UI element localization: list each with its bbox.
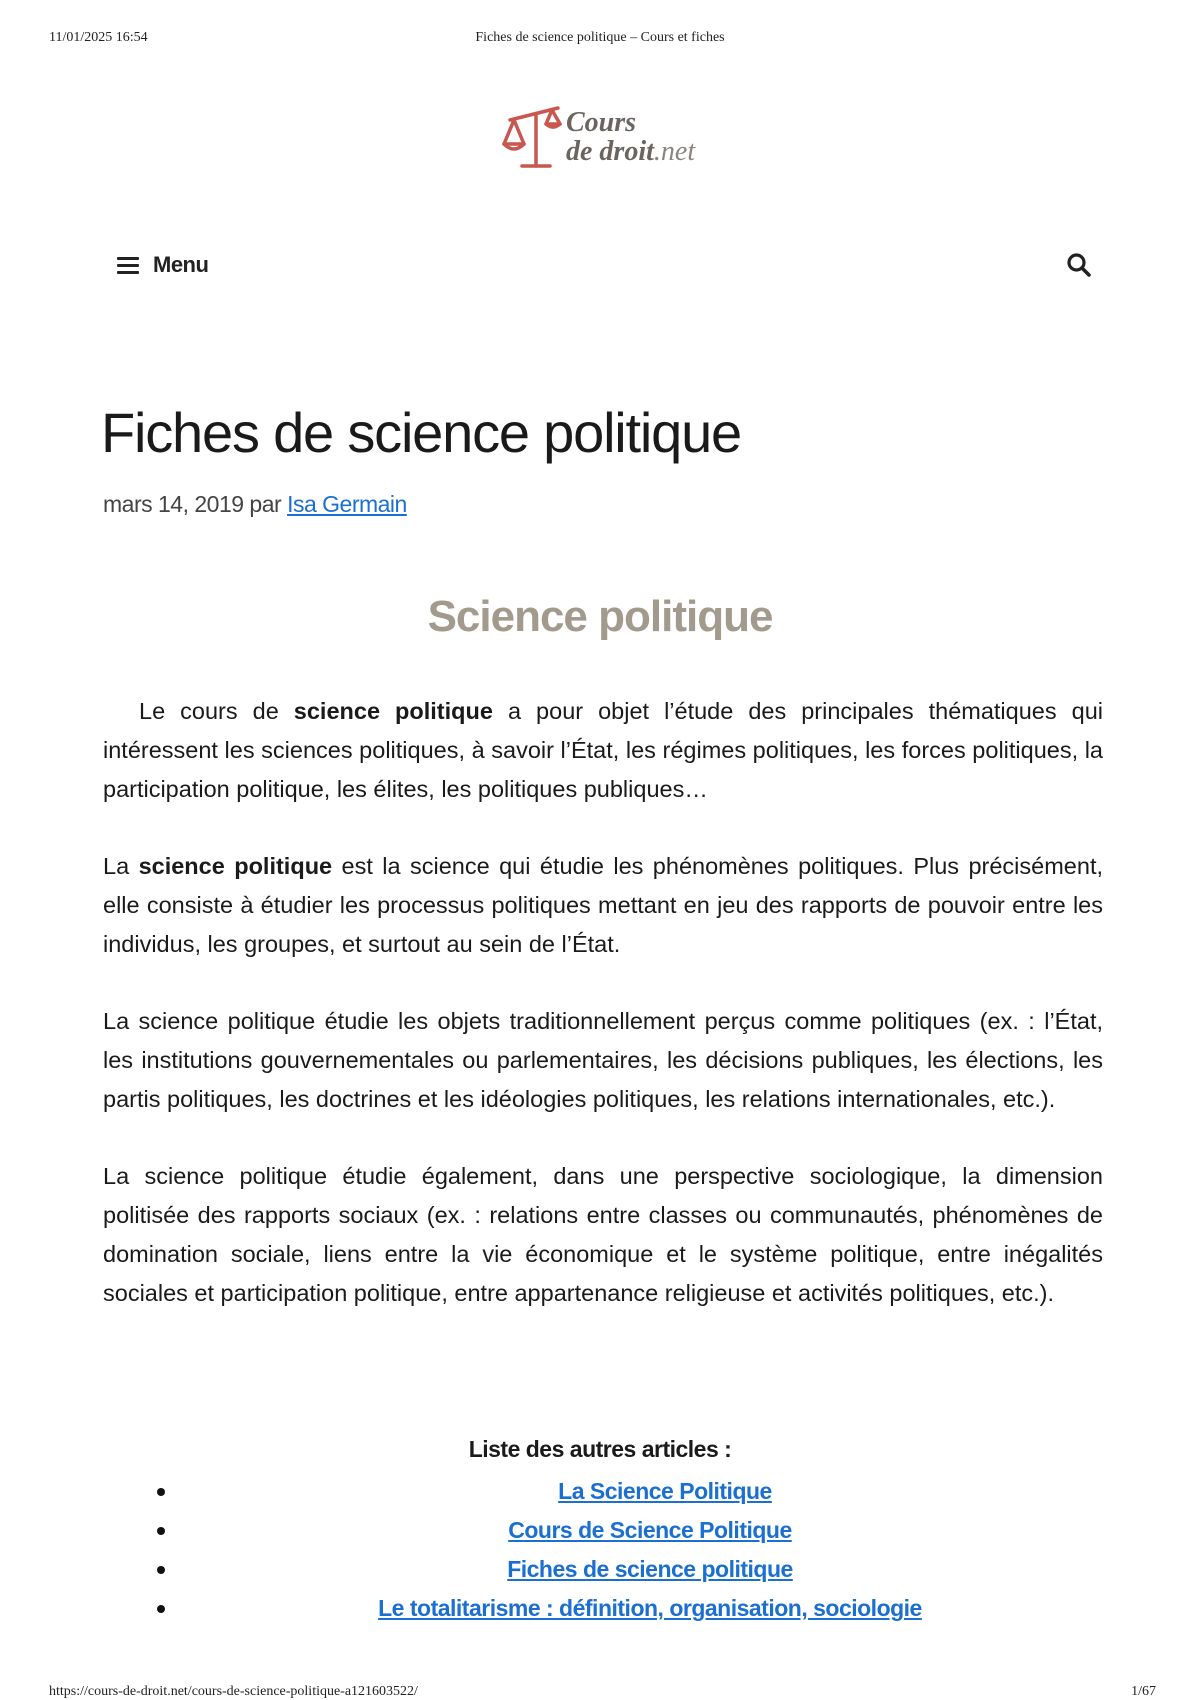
logo-line1: Cours <box>566 107 637 138</box>
post-meta <box>103 491 407 518</box>
logo-text <box>566 108 695 166</box>
p2-text-b: est la science qui étudie les phénomènes politiques. Plus précisément, elle consiste à étudier les processus politiques mettant en jeu des rapports de pouvoir entre les individus, les groupes, et surtout au sein de l’État. <box>103 853 1104 957</box>
menu-button[interactable] <box>117 252 208 278</box>
p2-bold: science politique <box>138 853 333 879</box>
menu-label: Menu <box>153 252 209 277</box>
p1-bold: science politique <box>293 698 493 724</box>
paragraph-4: La science politique étudie également, dans une perspective sociologique, la dimension politisée des rapports sociaux (ex. : relations entre classes ou communautés, phénomènes de domination sociale, liens entre la vie économique et le système politique, entre inégalités sociales et participation politique, entre appartenance religieuse et activités politiques, etc.). <box>103 1163 1103 1306</box>
list-item <box>150 1472 1150 1511</box>
bullet-icon <box>157 1566 165 1574</box>
related-articles-list <box>150 1472 1150 1628</box>
related-link-2[interactable]: Cours de Science Politique <box>508 1517 792 1543</box>
section-title: Science politique <box>427 592 773 641</box>
search-button[interactable] <box>1066 252 1092 283</box>
post-by: par <box>249 491 282 517</box>
p2-text-a: La <box>103 853 139 879</box>
print-page-number: 1/67 <box>1131 1684 1156 1699</box>
list-item <box>150 1550 1150 1589</box>
print-document-title: Fiches de science politique – Cours et fiches <box>475 30 725 45</box>
site-logo[interactable] <box>500 98 710 183</box>
scales-of-justice-icon <box>500 98 570 173</box>
search-icon <box>1066 252 1092 278</box>
hamburger-icon <box>117 256 139 274</box>
page-title: Fiches de science politique <box>101 401 741 464</box>
paragraph-3: La science politique étudie les objets traditionnellement perçus comme politiques (ex. : l’État, les institutions gouvernementales ou parlementaires, les décisions publiques, les élections, les partis politiques, les doctrines et les idéologies politiques, les relations internationales, etc.). <box>103 1008 1103 1112</box>
paragraph-1 <box>103 692 1103 809</box>
related-link-3[interactable]: Fiches de science politique <box>507 1556 793 1582</box>
p1-text-a: Le cours de <box>139 698 294 724</box>
related-link-1[interactable]: La Science Politique <box>558 1478 772 1504</box>
logo-line2 <box>566 137 695 166</box>
post-date: mars 14, 2019 <box>103 491 244 517</box>
logo-line2-suffix: .net <box>653 136 696 167</box>
article-body <box>103 692 1103 1351</box>
bullet-icon <box>157 1488 165 1496</box>
related-link-4[interactable]: Le totalitarisme : définition, organisation, sociologie <box>378 1595 922 1621</box>
print-datetime: 11/01/2025 16:54 <box>49 30 148 45</box>
author-link[interactable]: Isa Germain <box>287 491 407 517</box>
list-item <box>150 1511 1150 1550</box>
paragraph-2 <box>103 847 1103 964</box>
p1-text-b: a pour objet l’étude des principales thématiques qui intéressent les sciences politiques, à savoir l’État, les régimes politiques, les forces politiques, la participation politique, les élites, les politiques publiques… <box>103 698 1103 802</box>
bullet-icon <box>157 1605 165 1613</box>
logo-line2-main: de droit <box>566 136 654 167</box>
print-url: https://cours-de-droit.net/cours-de-science-politique-a121603522/ <box>49 1684 418 1699</box>
bullet-icon <box>157 1527 165 1535</box>
related-articles-heading: Liste des autres articles : <box>468 1436 732 1462</box>
top-navbar <box>117 252 1092 292</box>
list-item <box>150 1589 1150 1628</box>
